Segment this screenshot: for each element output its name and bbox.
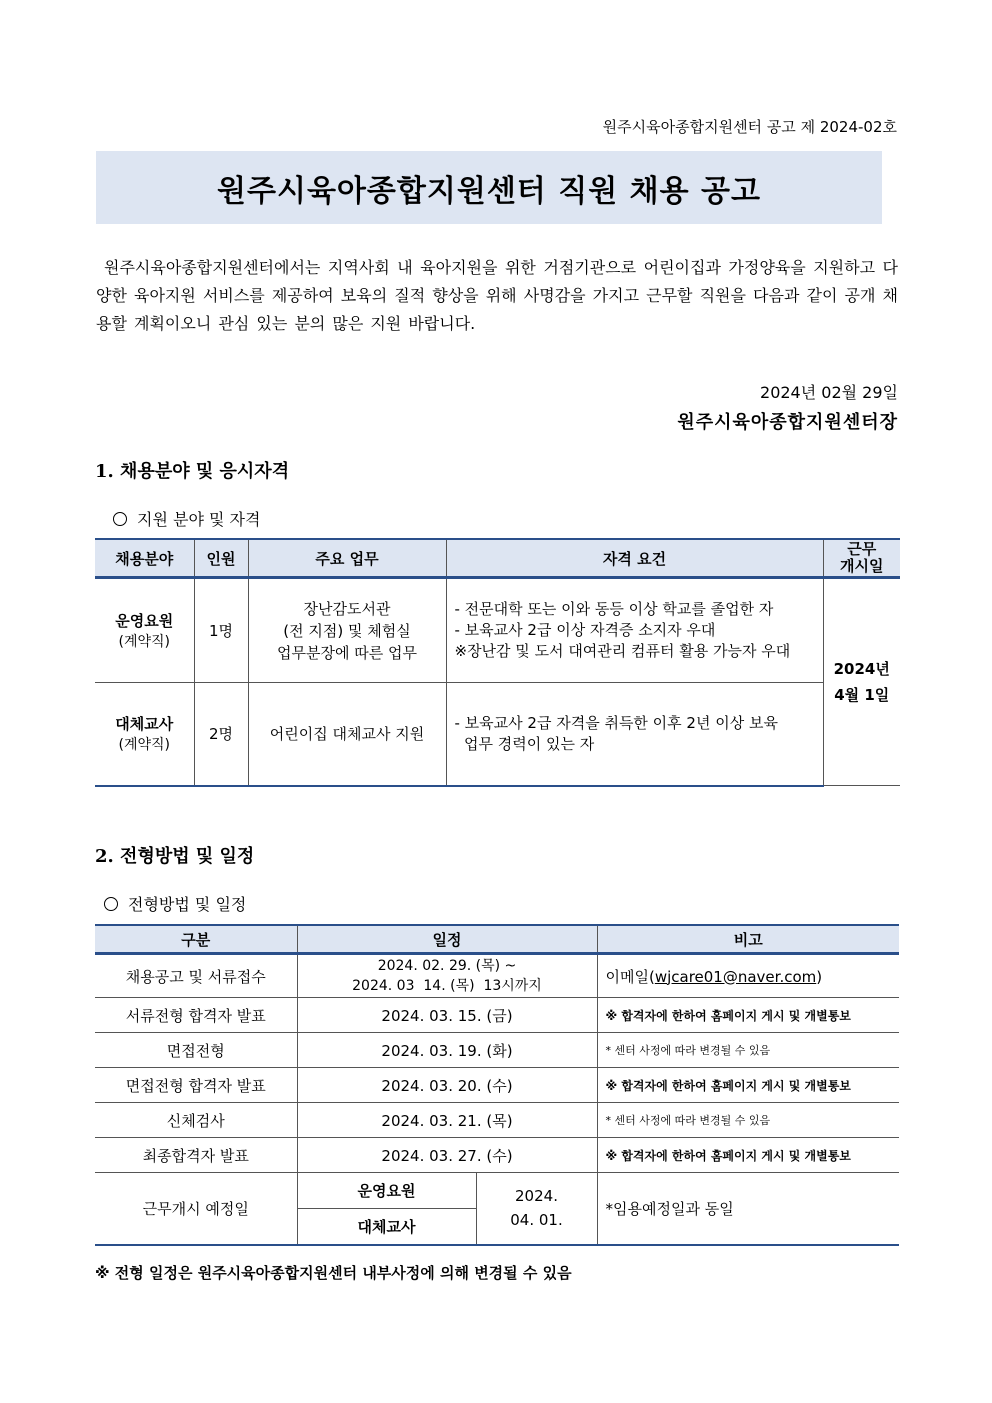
requirement-line: - 보육교사 2급 이상 자격증 소지자 우대 bbox=[454, 621, 716, 639]
section1-subheading bbox=[113, 507, 260, 530]
notice-date: 2024년 02월 29일 bbox=[760, 383, 898, 402]
note-cell bbox=[597, 954, 899, 998]
table-row bbox=[95, 1173, 899, 1209]
note-cell: ※ 합격자에 한하여 홈페이지 게시 및 개별통보 bbox=[597, 998, 899, 1033]
position-name: 대체교사 bbox=[115, 715, 174, 734]
note-cell: * 센터 사정에 따라 변경될 수 있음 bbox=[597, 1033, 899, 1068]
table-row bbox=[95, 1138, 899, 1173]
requirement-line: ※장난감 및 도서 대여관리 컴퓨터 활용 가능자 우대 bbox=[454, 642, 791, 660]
duty-cell bbox=[248, 578, 446, 683]
note-cell: ※ 합격자에 한하여 홈페이지 게시 및 개별통보 bbox=[597, 1068, 899, 1103]
stage-cell: 채용공고 및 서류접수 bbox=[95, 954, 297, 998]
note-cell: * 센터 사정에 따라 변경될 수 있음 bbox=[597, 1103, 899, 1138]
section1-heading: 1. 채용분야 및 응시자격 bbox=[95, 461, 290, 482]
start-date-line: 4월 1일 bbox=[834, 686, 890, 704]
stage-cell: 서류전형 합격자 발표 bbox=[95, 998, 297, 1033]
position-cell: 운영요원 bbox=[297, 1173, 476, 1209]
date-cell bbox=[476, 1173, 597, 1245]
table-header-row bbox=[95, 539, 900, 578]
circle-bullet-icon bbox=[113, 512, 127, 526]
note-cell: ※ 합격자에 한하여 홈페이지 게시 및 개별통보 bbox=[597, 1138, 899, 1173]
page-title: 원주시육아종합지원센터 직원 채용 공고 bbox=[217, 173, 761, 209]
requirement-line: 업무 경력이 있는 자 bbox=[454, 734, 595, 753]
section2-heading: 2. 전형방법 및 일정 bbox=[95, 846, 255, 867]
count-cell: 1명 bbox=[194, 578, 248, 683]
col-header: 채용분야 bbox=[95, 539, 194, 578]
positions-table bbox=[95, 538, 900, 787]
section2-subheading-text: 전형방법 및 일정 bbox=[128, 895, 247, 914]
start-date-line: 2024년 bbox=[833, 660, 890, 678]
section1-subheading-text: 지원 분야 및 자격 bbox=[137, 510, 261, 529]
col-header: 주요 업무 bbox=[248, 539, 446, 578]
requirement-line: - 보육교사 2급 자격을 취득한 이후 2년 이상 보육 bbox=[454, 713, 778, 732]
stage-cell: 근무개시 예정일 bbox=[95, 1173, 297, 1245]
section2-subheading bbox=[104, 892, 246, 915]
stage-cell: 면접전형 bbox=[95, 1033, 297, 1068]
email-link[interactable]: wjcare01@naver.com bbox=[654, 967, 817, 986]
footnote: ※ 전형 일정은 원주시육아종합지원센터 내부사정에 의해 변경될 수 있음 bbox=[95, 1264, 572, 1282]
table-row bbox=[95, 1068, 899, 1103]
start-date-cell bbox=[823, 578, 900, 786]
col-header-line: 근무 bbox=[847, 540, 877, 558]
table-row bbox=[95, 1033, 899, 1068]
col-header-line: 개시일 bbox=[840, 557, 884, 575]
schedule-table bbox=[95, 924, 899, 1246]
date-cell: 2024. 03. 15. (금) bbox=[297, 998, 597, 1033]
date-cell: 2024. 03. 21. (목) bbox=[297, 1103, 597, 1138]
signer: 원주시육아종합지원센터장 bbox=[677, 412, 898, 433]
position-name: 운영요원 bbox=[115, 612, 174, 630]
position-cell: 대체교사 bbox=[297, 1209, 476, 1245]
col-header: 일정 bbox=[297, 925, 597, 954]
col-header: 구분 bbox=[95, 925, 297, 954]
stage-cell: 신체검사 bbox=[95, 1103, 297, 1138]
date-cell bbox=[297, 954, 597, 998]
duty-cell: 어린이집 대체교사 지원 bbox=[248, 683, 446, 786]
date-line: 2024. 03 14. (목) 13시까지 bbox=[352, 978, 542, 994]
position-cell bbox=[95, 683, 194, 786]
table-row bbox=[95, 954, 899, 998]
circle-bullet-icon bbox=[104, 897, 118, 911]
table-header-row bbox=[95, 925, 899, 954]
position-cell bbox=[95, 578, 194, 683]
date-line: 04. 01. bbox=[510, 1211, 563, 1230]
stage-cell: 면접전형 합격자 발표 bbox=[95, 1068, 297, 1103]
col-header: 인원 bbox=[194, 539, 248, 578]
date-cell: 2024. 03. 27. (수) bbox=[297, 1138, 597, 1173]
title-banner bbox=[96, 151, 882, 224]
stage-cell: 최종합격자 발표 bbox=[95, 1138, 297, 1173]
date-cell: 2024. 03. 20. (수) bbox=[297, 1068, 597, 1103]
note-cell: *임용예정일과 동일 bbox=[597, 1173, 899, 1245]
position-contract: (계약직) bbox=[118, 634, 170, 650]
table-row bbox=[95, 683, 900, 786]
table-row bbox=[95, 1103, 899, 1138]
date-line: 2024. 02. 29. (목) ~ bbox=[377, 958, 517, 974]
col-header: 비고 bbox=[597, 925, 899, 954]
table-row bbox=[95, 578, 900, 683]
duty-line: (전 지점) 및 체험실 bbox=[283, 621, 411, 640]
date-cell: 2024. 03. 19. (화) bbox=[297, 1033, 597, 1068]
requirement-line: - 전문대학 또는 이와 동등 이상 학교를 졸업한 자 bbox=[454, 600, 774, 618]
table-row bbox=[95, 998, 899, 1033]
notice-number: 원주시육아종합지원센터 공고 제 2024-02호 bbox=[602, 118, 897, 136]
duty-line: 장난감도서관 bbox=[303, 599, 391, 618]
note-suffix: ) bbox=[816, 967, 823, 986]
col-header-start bbox=[823, 539, 900, 578]
count-cell: 2명 bbox=[194, 683, 248, 786]
date-line: 2024. bbox=[515, 1187, 558, 1206]
intro-paragraph: 원주시육아종합지원센터에서는 지역사회 내 육아지원을 위한 거점기관으로 어린이집과 가정양육을 지원하고 다양한 육아지원 서비스를 제공하여 보육의 질적 향상을 위해 사명감을 가지고 근무할 직원을 다음과 같이 공개 채용할 계획이오니 관심 있는 분의 많은 지원 바랍니다. bbox=[96, 258, 898, 333]
position-contract: (계약직) bbox=[118, 737, 170, 754]
duty-line: 업무분장에 따른 업무 bbox=[277, 643, 417, 662]
requirements-cell bbox=[446, 578, 823, 683]
requirements-cell bbox=[446, 683, 823, 786]
col-header: 자격 요건 bbox=[446, 539, 823, 578]
note-prefix: 이메일( bbox=[605, 967, 655, 986]
